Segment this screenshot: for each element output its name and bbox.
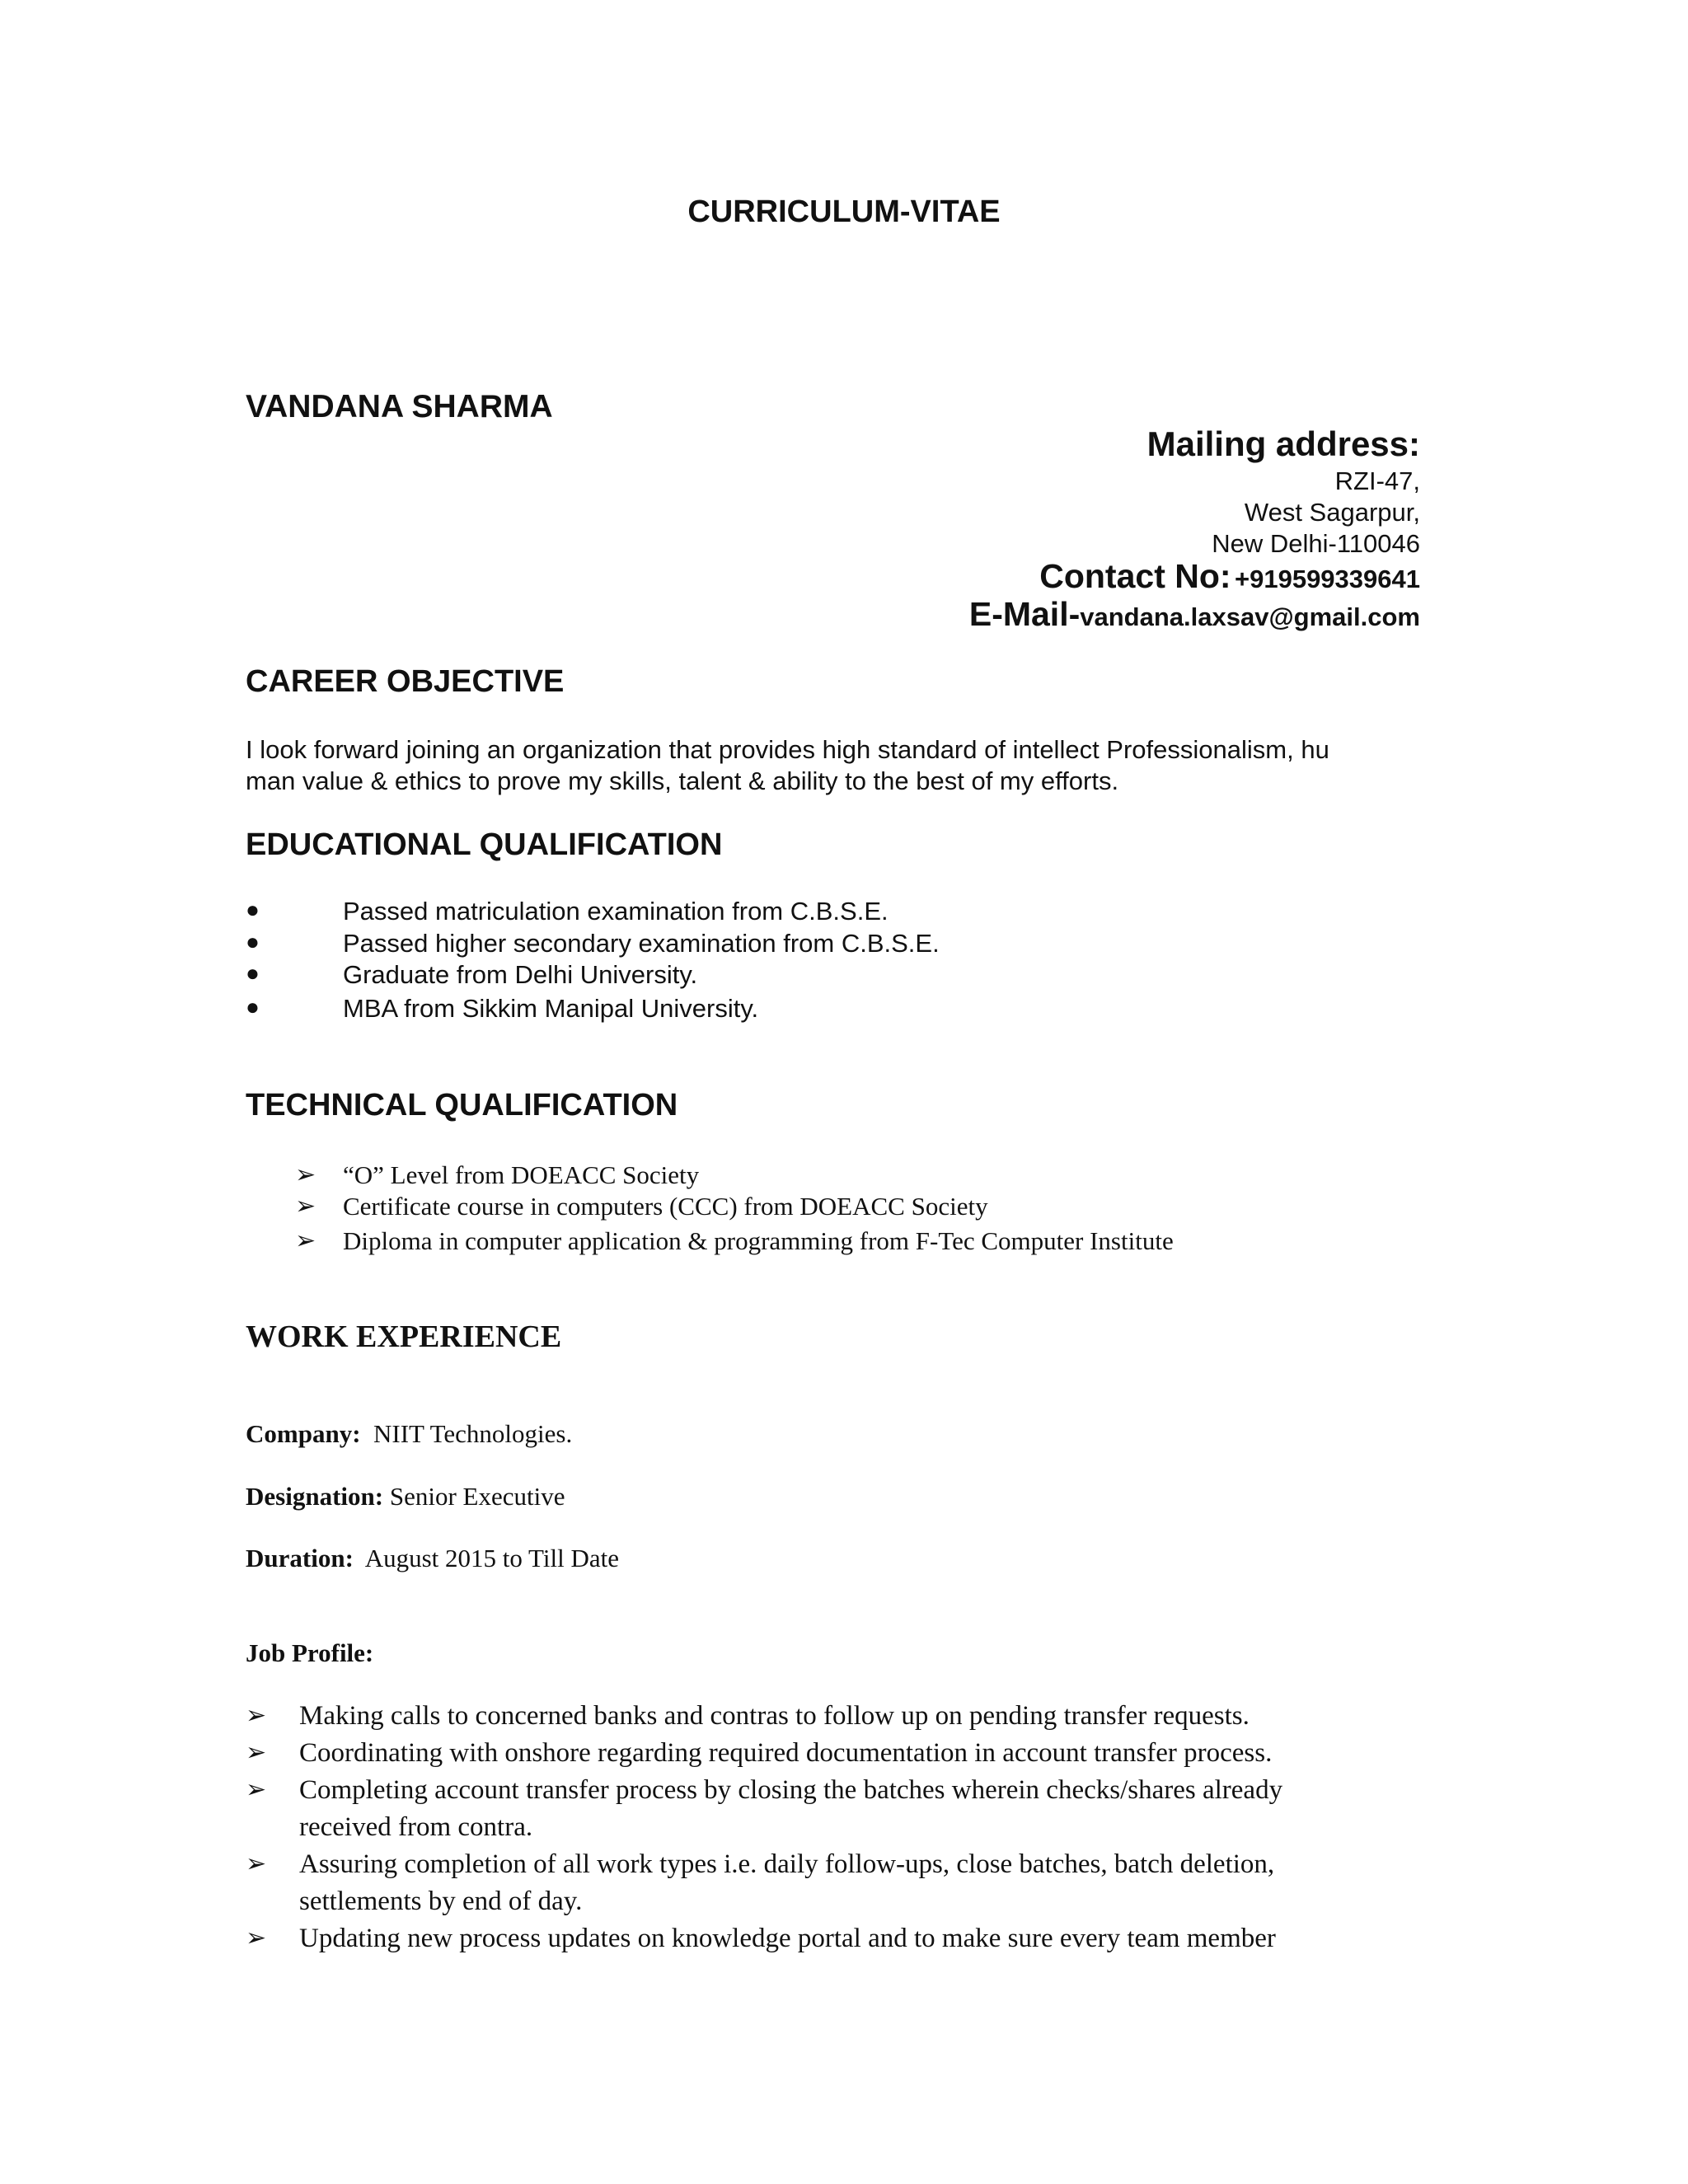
technical-item: Diploma in computer application & programming from F-Tec Computer Institute [343, 1226, 1174, 1255]
contact-value: +919599339641 [1235, 565, 1420, 593]
arrow-bullet-icon: ➢ [246, 1739, 267, 1766]
education-item: MBA from Sikkim Manipal University. [343, 994, 759, 1023]
company-field [246, 1419, 572, 1449]
address-line: RZI-47, [1334, 466, 1420, 495]
company-value: NIIT Technologies. [373, 1419, 573, 1448]
email-value: vandana.laxsav@gmail.com [1080, 602, 1420, 631]
designation-label: Designation: [246, 1482, 384, 1511]
education-heading: EDUCATIONAL QUALIFICATION [246, 827, 723, 862]
job-profile-item: Updating new process updates on knowledge portal and to make sure every team member [299, 1924, 1276, 1953]
bullet-icon: ● [246, 897, 260, 922]
technical-item: Certificate course in computers (CCC) from DOEACC Society [343, 1192, 988, 1221]
arrow-bullet-icon: ➢ [246, 1776, 267, 1803]
cv-title: CURRICULUM-VITAE [687, 194, 1001, 229]
contact-number [1039, 557, 1420, 596]
arrow-bullet-icon: ➢ [295, 1193, 316, 1220]
work-experience-heading: WORK EXPERIENCE [246, 1319, 562, 1354]
arrow-bullet-icon: ➢ [246, 1850, 267, 1877]
email [969, 595, 1420, 634]
email-label: E-Mail- [968, 595, 1081, 633]
job-profile-item: Making calls to concerned banks and contras to follow up on pending transfer requests. [299, 1701, 1250, 1731]
arrow-bullet-icon: ➢ [295, 1161, 316, 1188]
job-profile-item-continued: received from contra. [299, 1812, 533, 1842]
company-label: Company: [246, 1419, 361, 1448]
job-profile-label: Job Profile: [246, 1638, 374, 1667]
address-line: West Sagarpur, [1244, 498, 1420, 527]
arrow-bullet-icon: ➢ [246, 1924, 267, 1952]
education-item: Graduate from Delhi University. [343, 960, 698, 989]
bullet-icon: ● [246, 994, 260, 1019]
designation-field [246, 1482, 565, 1511]
duration-value: August 2015 to Till Date [364, 1544, 620, 1572]
career-objective-heading: CAREER OBJECTIVE [246, 664, 565, 699]
job-profile-item: Assuring completion of all work types i.e. daily follow-ups, close batches, batch deletion, [299, 1849, 1275, 1879]
job-profile-item: Completing account transfer process by closing the batches wherein checks/shares already [299, 1775, 1283, 1805]
job-profile-item: Coordinating with onshore regarding required documentation in account transfer process. [299, 1738, 1273, 1768]
technical-item: “O” Level from DOEACC Society [343, 1160, 700, 1189]
education-item: Passed higher secondary examination from C.B.S.E. [343, 929, 940, 958]
career-objective-text: I look forward joining an organization that provides high standard of intellect Professionalism, hu [246, 735, 1329, 764]
bullet-icon: ● [246, 929, 260, 954]
career-objective-text: man value & ethics to prove my skills, talent & ability to the best of my efforts. [246, 766, 1119, 795]
mailing-address-label: Mailing address: [1146, 424, 1420, 463]
candidate-name: VANDANA SHARMA [246, 389, 553, 424]
bullet-icon: ● [246, 960, 260, 986]
education-item: Passed matriculation examination from C.B.S.E. [343, 897, 889, 926]
contact-label: Contact No: [1039, 557, 1231, 595]
arrow-bullet-icon: ➢ [246, 1702, 267, 1729]
duration-label: Duration: [246, 1544, 354, 1572]
technical-heading: TECHNICAL QUALIFICATION [246, 1088, 678, 1122]
arrow-bullet-icon: ➢ [295, 1227, 316, 1254]
designation-value: Senior Executive [389, 1482, 565, 1511]
duration-field [246, 1544, 619, 1573]
job-profile-item-continued: settlements by end of day. [299, 1886, 583, 1916]
address-line: New Delhi-110046 [1212, 529, 1420, 558]
